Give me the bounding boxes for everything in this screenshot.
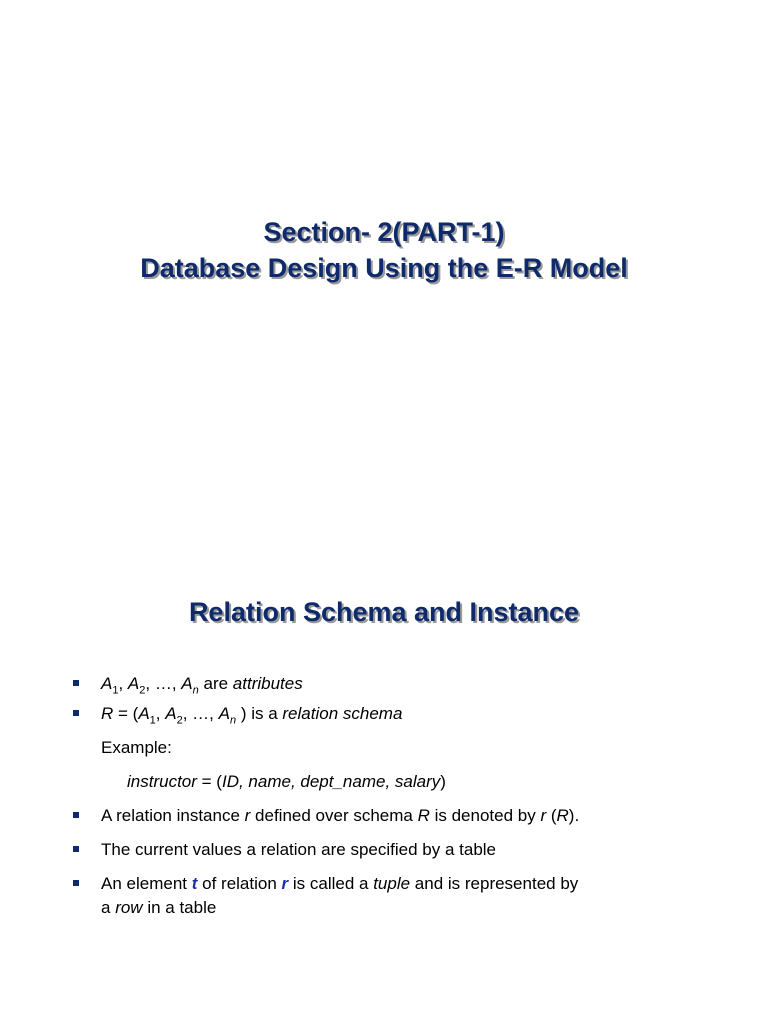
symbol-r-lower: r	[244, 806, 251, 825]
text: of relation	[197, 874, 282, 893]
text: A relation instance	[101, 806, 245, 825]
text: An element	[101, 874, 192, 893]
symbol-a: A	[138, 704, 150, 723]
square-bullet-icon	[73, 680, 79, 686]
bullet-list	[72, 672, 692, 920]
section-title-line2: Database Design Using the E-R Model	[140, 253, 628, 283]
section-title	[0, 214, 768, 286]
term-relation-schema: relation schema	[282, 704, 403, 723]
symbol-a: A	[218, 704, 230, 723]
symbol-t: t	[191, 874, 198, 893]
symbol-r: R	[417, 806, 430, 825]
subscript: n	[229, 714, 237, 727]
term-row: row	[115, 898, 143, 917]
subscript: 2	[176, 714, 183, 727]
section-title-line1: Section- 2(PART-1)	[263, 217, 505, 247]
text: , …,	[145, 674, 182, 693]
text: )	[440, 772, 446, 791]
bullet-attributes	[72, 672, 692, 696]
bullet-relation-instance	[72, 804, 692, 828]
text: in a table	[142, 898, 217, 917]
square-bullet-icon	[73, 812, 79, 818]
text: = (	[196, 772, 222, 791]
subscript: 1	[112, 684, 119, 697]
relation-name: instructor	[127, 772, 197, 791]
symbol-r: R	[556, 806, 569, 825]
bullet-tuple	[72, 872, 692, 920]
text: The current values a relation are specified by a table	[101, 840, 497, 859]
bullet-current-values	[72, 838, 692, 862]
example-schema	[72, 770, 692, 794]
text: a	[101, 898, 116, 917]
text: (	[546, 806, 557, 825]
subscript: 1	[149, 714, 156, 727]
symbol-r-lower: r	[281, 874, 289, 893]
slide-title: Relation Schema and Instance	[188, 597, 580, 627]
subscript: n	[192, 684, 199, 697]
text: , …,	[182, 704, 219, 723]
text: is denoted by	[429, 806, 541, 825]
symbol-a: A	[127, 674, 140, 693]
text: defined over schema	[250, 806, 418, 825]
symbol-r: R	[101, 704, 114, 723]
symbol-a: A	[101, 674, 113, 693]
attribute-list: ID, name, dept_name, salary	[221, 772, 441, 791]
text: ,	[118, 674, 128, 693]
square-bullet-icon	[73, 710, 79, 716]
square-bullet-icon	[73, 880, 79, 886]
text: ).	[568, 806, 580, 825]
term-tuple: tuple	[373, 874, 411, 893]
symbol-a: A	[165, 704, 177, 723]
text: ) is a	[236, 704, 283, 723]
text: and is represented by	[410, 874, 579, 893]
symbol-a: A	[181, 674, 193, 693]
example-label: Example:	[101, 738, 172, 757]
subscript: 2	[139, 684, 146, 697]
text: is called a	[288, 874, 374, 893]
text: = (	[113, 704, 139, 723]
square-bullet-icon	[73, 846, 79, 852]
text: ,	[155, 704, 166, 723]
text: are	[198, 674, 233, 693]
term-attributes: attributes	[232, 674, 303, 693]
symbol-r-lower: r	[540, 806, 547, 825]
bullet-relation-schema	[72, 702, 692, 726]
